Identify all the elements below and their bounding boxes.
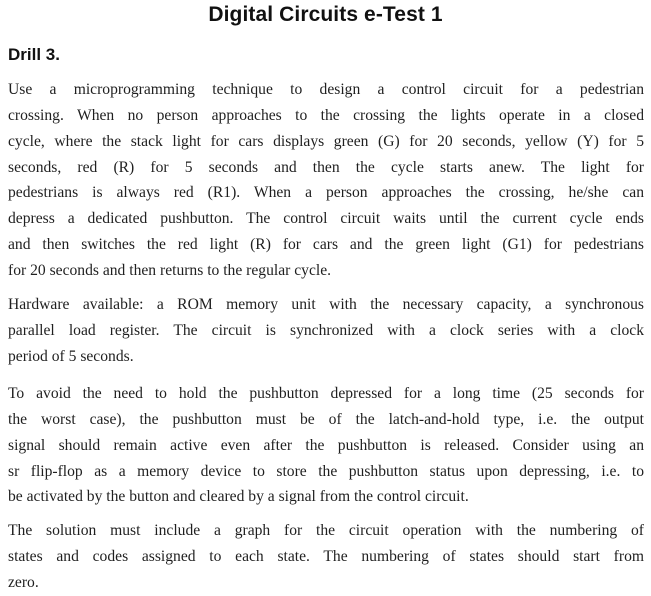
drill-heading: Drill 3. <box>8 45 60 64</box>
text-line: Use a microprogramming technique to design a control circuit for a pedestrian <box>8 81 644 98</box>
text-line: and then switches the red light (R) for cars and the green light (G1) for pedestrians <box>8 236 644 254</box>
document-title: Digital Circuits e-Test 1 <box>208 3 443 26</box>
text-line: cycle, where the stack light for cars displays green (G) for 20 seconds, yellow (Y) for 5 <box>8 132 644 150</box>
text-line: parallel load register. The circuit is synchronized with a clock series with a clock <box>8 321 644 339</box>
text-line: depress a dedicated pushbutton. The control circuit waits until the current cycle ends <box>8 210 644 228</box>
text-line: states and codes assigned to each state. The numbering of states should start from <box>8 547 644 565</box>
paragraph-hardware <box>8 292 644 370</box>
paragraph-task-description <box>8 77 644 284</box>
text-line: zero. <box>8 573 39 591</box>
paragraph-solution-requirements <box>8 518 644 596</box>
text-line: be activated by the button and cleared by a signal from the control circuit. <box>8 488 469 506</box>
text-line: signal should remain active even after the pushbutton is released. Consider using an <box>8 436 644 454</box>
text-line: crossing. When no person approaches to the crossing the lights operate in a closed <box>8 106 644 124</box>
text-line: To avoid the need to hold the pushbutton depressed for a long time (25 seconds for <box>8 385 644 402</box>
text-line: Hardware available: a ROM memory unit with the necessary capacity, a synchronous <box>8 296 644 313</box>
text-line: for 20 seconds and then returns to the regular cycle. <box>8 261 332 279</box>
text-line: The solution must include a graph for the circuit operation with the numbering of <box>8 522 644 539</box>
paragraph-pushbutton <box>8 381 644 510</box>
text-line: period of 5 seconds. <box>8 347 134 365</box>
text-line: sr flip-flop as a memory device to store the pushbutton status upon depressing, i.e. to <box>8 462 644 480</box>
text-line: seconds, red (R) for 5 seconds and then the cycle starts anew. The light for <box>8 158 644 176</box>
text-line: the worst case), the pushbutton must be of the latch-and-hold type, i.e. the output <box>8 410 644 428</box>
text-line: pedestrians is always red (R1). When a person approaches the crossing, he/she can <box>8 184 644 202</box>
